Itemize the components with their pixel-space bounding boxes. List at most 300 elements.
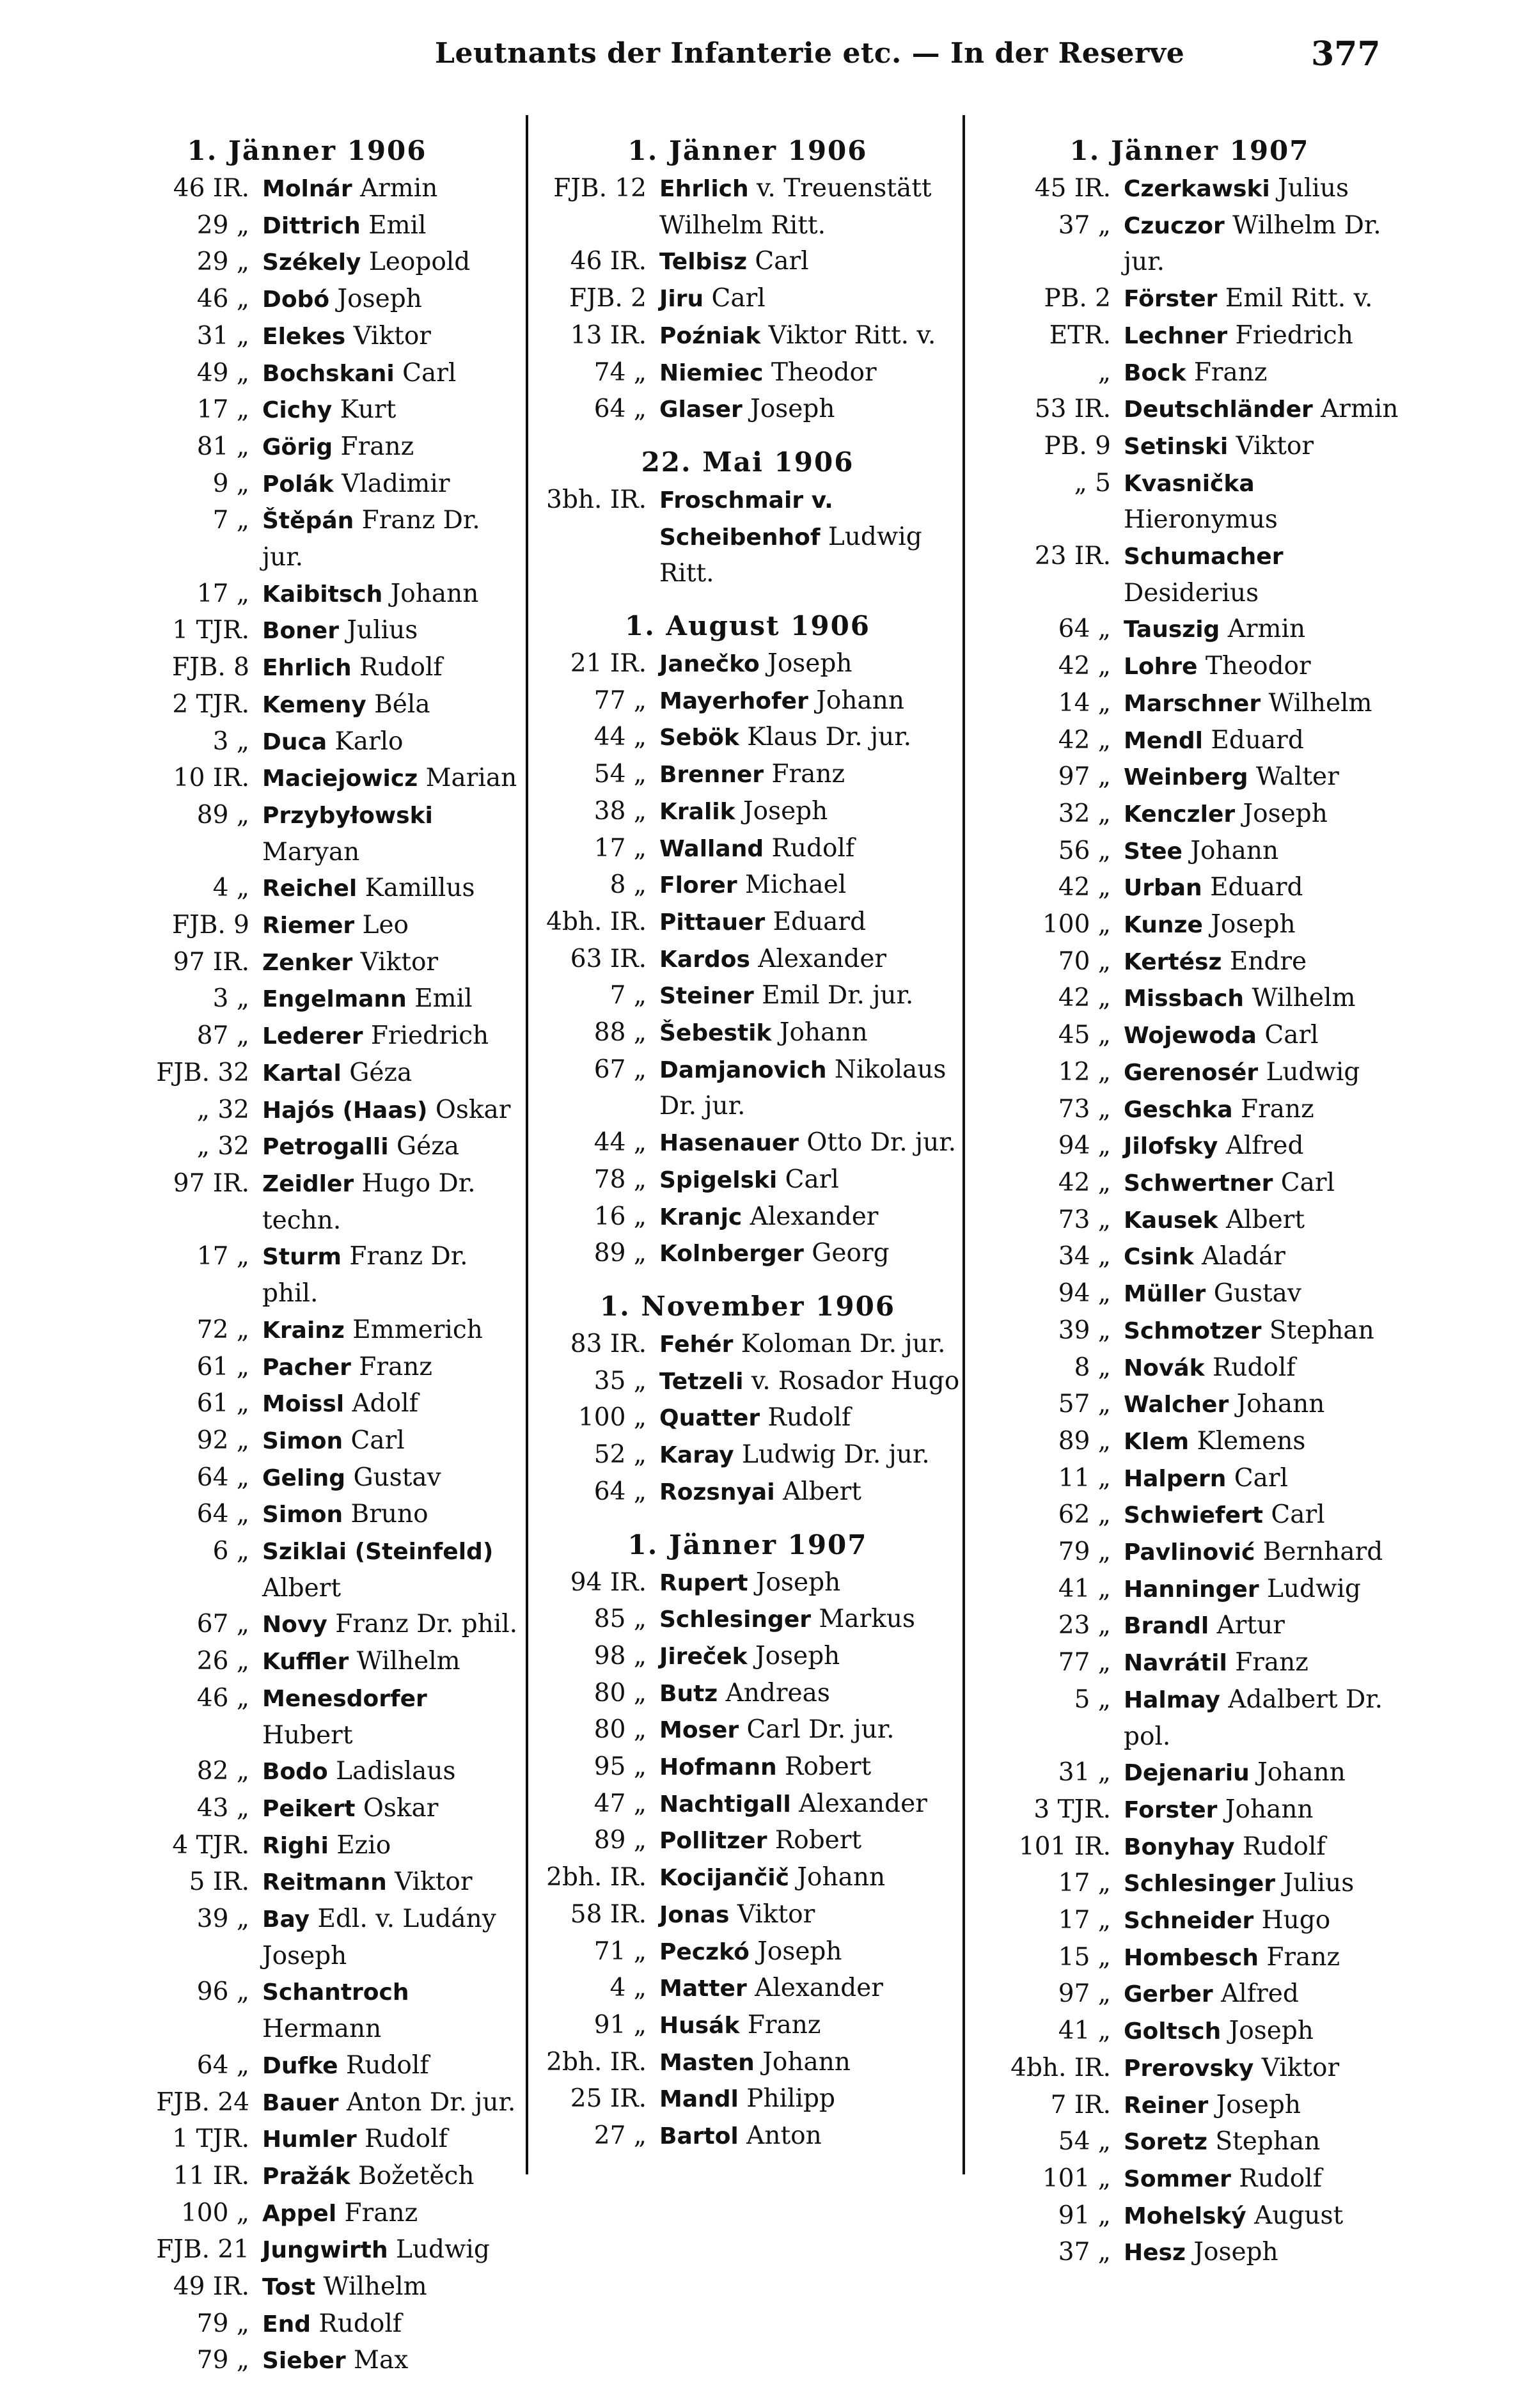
given-name: Klemens xyxy=(1189,1426,1306,1456)
list-item xyxy=(96,724,518,761)
given-name: Anton xyxy=(738,2121,822,2151)
unit-label: 89 „ xyxy=(196,800,249,829)
given-name: Albert xyxy=(262,1573,341,1603)
surname: Csink xyxy=(1124,1244,1194,1271)
given-name: Theodor xyxy=(763,357,877,387)
list-item xyxy=(96,1497,518,1534)
officer-name xyxy=(262,392,518,429)
list-item xyxy=(969,648,1410,686)
officer-name xyxy=(1124,208,1410,281)
given-name: Géza xyxy=(388,1132,460,1161)
surname: Reiner xyxy=(1124,2092,1209,2119)
officer-name xyxy=(262,687,518,724)
officer-name xyxy=(262,981,518,1018)
officer-name xyxy=(1124,2124,1410,2161)
unit-label: FJB. 32 xyxy=(156,1058,249,1087)
given-name: Franz xyxy=(1227,1648,1308,1677)
surname: Froschmair v. Scheibenhof xyxy=(659,487,833,551)
officer-name xyxy=(1124,1092,1410,1129)
surname: Rupert xyxy=(659,1569,748,1596)
surname: Bay xyxy=(262,1906,310,1933)
officer-name xyxy=(262,2196,518,2233)
officer-name xyxy=(1124,1350,1410,1387)
given-name: Stephan xyxy=(1207,2127,1321,2157)
given-name: Friedrich xyxy=(363,1021,489,1051)
given-name: Joseph xyxy=(747,1641,840,1670)
unit-label: 2 TJR. xyxy=(172,689,249,719)
surname: Appel xyxy=(262,2200,337,2227)
surname: Righi xyxy=(262,1832,329,1859)
officer-name xyxy=(1124,648,1410,686)
officer-name xyxy=(659,1437,961,1474)
given-name: Viktor xyxy=(1228,431,1314,460)
surname: Polák xyxy=(262,471,334,498)
surname: End xyxy=(262,2311,311,2337)
unit-label: 17 „ xyxy=(1058,1869,1111,1898)
given-name: Wilhelm xyxy=(1244,984,1356,1013)
unit-label: FJB. 12 xyxy=(553,174,647,203)
surname: Ehrlich xyxy=(659,176,749,202)
list-item xyxy=(96,2196,518,2233)
officer-name xyxy=(262,208,518,245)
given-name: Joseph xyxy=(735,796,828,826)
list-item xyxy=(969,428,1410,466)
unit-label: 62 „ xyxy=(1058,1500,1111,1530)
unit-label: 17 „ xyxy=(1058,1906,1111,1935)
section-date: 1. Jänner 1907 xyxy=(627,1528,868,1560)
unit-label: 3 TJR. xyxy=(1033,1795,1111,1824)
list-item xyxy=(534,1437,961,1474)
list-item xyxy=(534,281,961,318)
list-item xyxy=(96,1092,518,1129)
surname: Müller xyxy=(1124,1281,1206,1308)
unit-label: 53 IR. xyxy=(1034,395,1111,424)
unit-label: 1 TJR. xyxy=(172,2125,249,2154)
surname: Soretz xyxy=(1124,2129,1207,2156)
unit-label: 12 „ xyxy=(1058,1057,1111,1087)
officer-name xyxy=(262,171,518,208)
officer-name xyxy=(262,1239,518,1312)
officer-name xyxy=(262,1534,518,1607)
surname: Kranjc xyxy=(659,1204,742,1230)
officer-name xyxy=(262,613,518,650)
surname: Kardos xyxy=(659,946,750,973)
surname: Deutschländer xyxy=(1124,397,1313,423)
surname: Sommer xyxy=(1124,2165,1231,2192)
list-item xyxy=(969,1276,1410,1313)
list-item xyxy=(534,1860,961,1897)
unit-label: 49 „ xyxy=(196,358,249,388)
given-name: Carl xyxy=(1262,1500,1325,1530)
list-item xyxy=(96,1607,518,1644)
officer-name xyxy=(262,576,518,613)
unit-label: 37 „ xyxy=(1058,2238,1111,2267)
surname: Kunze xyxy=(1124,912,1203,939)
given-name: Stephan xyxy=(1261,1316,1374,1345)
list-item xyxy=(969,833,1410,870)
surname: Maciejowicz xyxy=(262,766,418,792)
list-item xyxy=(96,907,518,945)
surname: Hasenauer xyxy=(659,1130,799,1157)
surname: Rozsnyai xyxy=(659,1479,775,1505)
surname: Telbisz xyxy=(659,249,748,276)
given-name: Wilhelm xyxy=(1261,688,1372,718)
officer-name xyxy=(262,429,518,466)
unit-label: 2bh. IR. xyxy=(546,2047,647,2077)
officer-name xyxy=(262,1644,518,1681)
surname: Zenker xyxy=(262,949,353,976)
unit-label: 101 „ xyxy=(1042,2164,1111,2193)
officer-name xyxy=(262,1092,518,1129)
surname: Kausek xyxy=(1124,1207,1218,1234)
list-item xyxy=(969,2050,1410,2087)
given-name: Kamillus xyxy=(357,874,475,903)
unit-label: 37 „ xyxy=(1058,210,1111,240)
unit-label: 97 „ xyxy=(1058,762,1111,792)
given-name: Emil xyxy=(360,210,427,240)
unit-label: 7 „ xyxy=(212,506,249,535)
unit-label: 64 „ xyxy=(196,1500,249,1529)
officer-name xyxy=(1124,1202,1410,1239)
list-item xyxy=(969,980,1410,1017)
unit-label: 45 „ xyxy=(1058,1021,1111,1050)
given-name: Kurt xyxy=(332,395,397,425)
unit-label: 4bh. IR. xyxy=(1010,2053,1111,2082)
officer-name xyxy=(262,870,518,907)
surname: Kenczler xyxy=(1124,801,1236,828)
surname: Bodo xyxy=(262,1759,328,1786)
unit-label: 42 „ xyxy=(1058,984,1111,1013)
unit-label: 47 „ xyxy=(593,1789,647,1818)
officer-name xyxy=(659,831,961,868)
surname: Masten xyxy=(659,2049,755,2076)
unit-label: 57 „ xyxy=(1058,1390,1111,1419)
list-item xyxy=(969,1092,1410,1129)
surname: Janečko xyxy=(659,651,760,678)
list-item xyxy=(96,429,518,466)
list-item xyxy=(96,2306,518,2343)
list-item xyxy=(969,466,1410,538)
surname: Brenner xyxy=(659,762,764,789)
surname: Schmotzer xyxy=(1124,1317,1262,1344)
given-name: Alexander xyxy=(750,944,887,973)
surname: Humler xyxy=(262,2126,357,2153)
officer-name xyxy=(659,1125,961,1162)
list-item xyxy=(969,171,1410,208)
unit-label: 3 „ xyxy=(212,984,249,1014)
given-name: Franz xyxy=(739,2010,821,2039)
given-name: Oskar xyxy=(355,1793,439,1823)
given-name: Viktor xyxy=(386,1867,473,1897)
officer-name xyxy=(659,2007,961,2045)
unit-label: 42 „ xyxy=(1058,1168,1111,1197)
list-item xyxy=(534,1052,961,1125)
officer-name xyxy=(262,2085,518,2122)
list-item xyxy=(534,646,961,683)
surname: Niemiec xyxy=(659,359,764,386)
surname: Šebestik xyxy=(659,1020,772,1047)
given-name: Géza xyxy=(341,1058,412,1087)
surname: Damjanovich xyxy=(659,1057,827,1083)
officer-name xyxy=(659,683,961,720)
unit-label: 95 „ xyxy=(593,1752,647,1782)
officer-name xyxy=(262,797,518,870)
officer-name xyxy=(659,1638,961,1676)
given-name: v. Rosador Hugo xyxy=(743,1366,960,1395)
list-item xyxy=(969,1940,1410,1977)
officer-name xyxy=(262,1129,518,1166)
surname: Reichel xyxy=(262,876,358,902)
given-name: Joseph xyxy=(759,649,852,679)
officer-name xyxy=(659,1236,961,1273)
list-item xyxy=(969,1682,1410,1755)
surname: Krainz xyxy=(262,1317,345,1344)
officer-name xyxy=(262,1791,518,1828)
unit-label: PB. 2 xyxy=(1044,284,1111,313)
given-name: Carl xyxy=(394,358,457,388)
officer-name xyxy=(262,1497,518,1534)
surname: Pacher xyxy=(262,1354,351,1381)
unit-label: 61 „ xyxy=(196,1352,249,1381)
officer-name xyxy=(1124,281,1410,318)
surname: Fehér xyxy=(659,1331,734,1358)
officer-name xyxy=(1124,538,1410,611)
list-item xyxy=(96,281,518,318)
given-name: Markus xyxy=(811,1605,915,1634)
list-item xyxy=(534,794,961,831)
surname: Tost xyxy=(262,2274,316,2301)
officer-name xyxy=(659,244,961,281)
officer-name xyxy=(659,1363,961,1401)
unit-label: 64 „ xyxy=(196,2050,249,2080)
unit-label: 4bh. IR. xyxy=(546,907,647,936)
officer-name xyxy=(1124,171,1410,208)
given-name: Rudolf xyxy=(351,653,443,682)
unit-label: 44 „ xyxy=(593,723,647,752)
officer-name xyxy=(1124,2087,1410,2125)
list-item xyxy=(96,1386,518,1423)
surname: Elekes xyxy=(262,323,346,350)
list-item xyxy=(96,356,518,393)
list-item xyxy=(534,171,961,244)
surname: Mohelský xyxy=(1124,2203,1246,2229)
unit-label: 81 „ xyxy=(196,432,249,461)
list-item xyxy=(534,1326,961,1363)
unit-label: 23 „ xyxy=(1058,1611,1111,1640)
given-name: Otto Dr. jur. xyxy=(799,1128,956,1158)
given-name: Joseph xyxy=(329,285,422,314)
given-name: Anton Dr. jur. xyxy=(338,2087,516,2117)
officer-name xyxy=(659,318,961,355)
unit-label: 11 IR. xyxy=(173,2161,249,2190)
surname: Florer xyxy=(659,872,737,899)
officer-name xyxy=(1124,1571,1410,1608)
unit-label: 72 „ xyxy=(196,1315,249,1344)
unit-label: 80 „ xyxy=(593,1715,647,1745)
surname: Matter xyxy=(659,1976,747,2002)
given-name: Wilhelm xyxy=(349,1647,460,1676)
given-name: Carl xyxy=(747,247,809,276)
unit-label: 42 „ xyxy=(1058,652,1111,681)
list-item xyxy=(969,208,1410,281)
officer-name xyxy=(262,1312,518,1349)
list-item xyxy=(534,355,961,392)
officer-name xyxy=(659,1015,961,1052)
officer-name xyxy=(262,2048,518,2085)
surname: Marschner xyxy=(1124,690,1261,717)
given-name: Wilhelm xyxy=(315,2272,427,2302)
unit-label: 89 „ xyxy=(593,1239,647,1268)
officer-name xyxy=(659,646,961,683)
given-name: Nikolaus Dr. jur. xyxy=(659,1055,947,1121)
surname: Kemeny xyxy=(262,691,366,718)
list-item xyxy=(969,1866,1410,1903)
officer-name xyxy=(262,318,518,356)
given-name: Alexander xyxy=(746,1974,883,2003)
unit-label: 6 „ xyxy=(212,1537,249,1566)
officer-name xyxy=(262,281,518,318)
unit-label: 14 „ xyxy=(1058,688,1111,718)
unit-label: 58 IR. xyxy=(570,1899,647,1929)
given-name: Johann xyxy=(771,1018,868,1048)
section-date: 1. November 1906 xyxy=(599,1290,896,1322)
given-name: Ludwig Ritt. xyxy=(659,522,922,588)
given-name: Johann xyxy=(789,1863,886,1892)
list-item xyxy=(96,244,518,281)
list-item xyxy=(96,687,518,724)
officer-name xyxy=(1124,1608,1410,1645)
unit-label: 88 „ xyxy=(593,1018,647,1048)
given-name: Carl xyxy=(777,1165,839,1194)
list-item xyxy=(96,1754,518,1791)
given-name: Johann xyxy=(1229,1390,1325,1419)
given-name: Rudolf xyxy=(1234,1832,1326,1861)
surname: Sebök xyxy=(659,725,739,751)
officer-name xyxy=(659,1052,961,1125)
given-name: Franz xyxy=(1232,1094,1314,1124)
list-item xyxy=(534,482,961,592)
given-name: Aladár xyxy=(1193,1242,1285,1271)
surname: Kuffler xyxy=(262,1649,349,1676)
unit-label: 54 „ xyxy=(1058,2127,1111,2157)
officer-name xyxy=(262,1828,518,1865)
given-name: Julius xyxy=(1269,174,1349,203)
unit-label: FJB. 2 xyxy=(569,284,647,313)
given-name: Alfred xyxy=(1218,1131,1304,1161)
list-item xyxy=(969,1755,1410,1792)
unit-label: 8 „ xyxy=(609,870,647,900)
given-name: Rudolf xyxy=(760,1403,851,1433)
officer-name xyxy=(262,907,518,945)
unit-label: 89 „ xyxy=(593,1826,647,1855)
given-name: Carl xyxy=(1226,1463,1288,1493)
surname: Simon xyxy=(262,1502,343,1528)
given-name: Franz Dr. phil. xyxy=(327,1610,518,1639)
unit-label: 100 „ xyxy=(1042,910,1111,939)
officer-name xyxy=(1124,1976,1410,2013)
surname: Schwertner xyxy=(1124,1170,1273,1197)
unit-label: FJB. 21 xyxy=(156,2235,249,2265)
list-item xyxy=(969,1202,1410,1239)
given-name: Marian xyxy=(418,764,517,793)
officer-name xyxy=(659,1712,961,1749)
unit-label: 1 TJR. xyxy=(172,616,249,645)
running-head: Leutnants der Infanterie etc. — In der Reserve xyxy=(435,37,1185,70)
officer-name xyxy=(1124,1165,1410,1202)
surname: Bauer xyxy=(262,2089,339,2116)
list-item xyxy=(534,1934,961,1971)
list-item xyxy=(96,576,518,613)
given-name: Carl Dr. jur. xyxy=(739,1715,895,1745)
surname: Weinberg xyxy=(1124,764,1248,791)
surname: Novy xyxy=(262,1612,327,1638)
list-item xyxy=(96,2158,518,2196)
section-date: 22. Mai 1906 xyxy=(641,446,854,478)
given-name: Friedrich xyxy=(1227,320,1353,350)
surname: Klem xyxy=(1124,1428,1190,1455)
unit-label: „ 5 xyxy=(1074,468,1111,498)
unit-label: 96 „ xyxy=(196,1977,249,2007)
surname: Brandl xyxy=(1124,1613,1209,1640)
given-name: Rudolf xyxy=(764,833,855,863)
unit-label: 91 „ xyxy=(593,2010,647,2039)
given-name: Hieronymus xyxy=(1124,505,1278,535)
page-number: 377 xyxy=(1311,35,1381,74)
unit-label: 45 IR. xyxy=(1034,174,1111,203)
unit-label: 61 „ xyxy=(196,1389,249,1418)
unit-label: 15 „ xyxy=(1058,1942,1111,1972)
surname: Setinski xyxy=(1124,433,1229,460)
given-name: Franz xyxy=(336,2198,418,2227)
unit-label: 17 „ xyxy=(196,395,249,425)
unit-label: 101 IR. xyxy=(1018,1832,1111,1861)
list-item xyxy=(969,1461,1410,1498)
officer-name xyxy=(1124,2013,1410,2050)
officer-name xyxy=(1124,1829,1410,1866)
officer-name xyxy=(659,1601,961,1638)
list-item xyxy=(96,1901,518,1974)
list-item xyxy=(534,978,961,1015)
list-item xyxy=(969,723,1410,760)
unit-label: 26 „ xyxy=(196,1647,249,1676)
list-item xyxy=(534,318,961,355)
officer-name xyxy=(1124,870,1410,907)
list-item xyxy=(969,1017,1410,1055)
unit-label: 38 „ xyxy=(593,796,647,826)
surname: Lohre xyxy=(1124,654,1198,680)
officer-name xyxy=(659,2045,961,2082)
list-item xyxy=(969,2235,1410,2272)
surname: Riemer xyxy=(262,913,355,939)
surname: Jireček xyxy=(659,1643,748,1670)
officer-name xyxy=(659,978,961,1015)
surname: Engelmann xyxy=(262,986,407,1013)
unit-label: 10 IR. xyxy=(173,764,249,793)
officer-name xyxy=(1124,1313,1410,1350)
officer-name xyxy=(659,1934,961,1971)
surname: Nachtigall xyxy=(659,1791,791,1818)
given-name: Carl xyxy=(1256,1021,1319,1050)
officer-name xyxy=(659,1897,961,1934)
given-name: Joseph xyxy=(1202,910,1296,939)
given-name: Max xyxy=(345,2346,409,2375)
given-name: Armin xyxy=(1220,615,1306,644)
list-item xyxy=(969,1165,1410,1202)
given-name: v. Treuenstätt Wilhelm Ritt. xyxy=(659,174,932,240)
given-name: Johann xyxy=(1249,1758,1346,1787)
given-name: Johann xyxy=(382,579,479,608)
surname: Moissl xyxy=(262,1391,345,1418)
